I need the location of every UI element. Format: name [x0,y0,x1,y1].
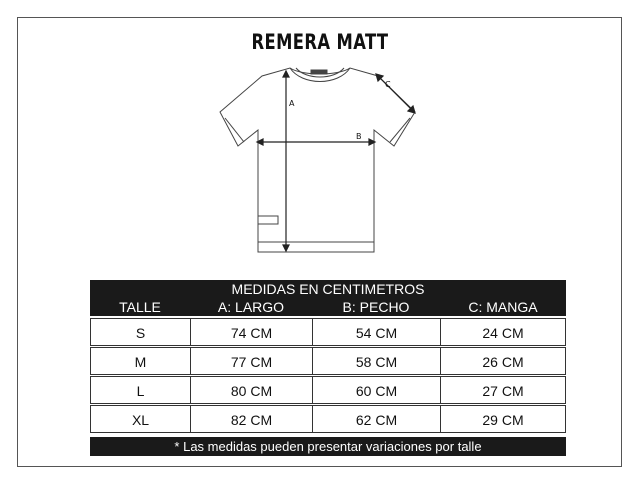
table-row [90,405,566,433]
size-cell: L [90,376,191,404]
column-header-sleeve: C: MANGA [468,299,538,315]
table-row [90,318,566,346]
label-a: A [289,99,295,108]
label-c: C [385,80,391,89]
length-cell: 80 CM [190,376,313,404]
column-header-chest: B: PECHO [342,299,410,315]
column-header-length: A: LARGO [217,299,285,315]
size-cell: XL [90,405,191,433]
table-row [90,376,566,404]
table-footnote: * Las medidas pueden presentar variaciones por talle [90,437,566,456]
length-cell: 74 CM [190,318,313,346]
table-row [90,347,566,375]
sleeve-cell: 29 CM [440,405,566,433]
column-header-size: TALLE [119,299,161,315]
length-cell: 77 CM [190,347,313,375]
table-heading: MEDIDAS EN CENTIMETROS [90,280,566,298]
sleeve-cell: 27 CM [440,376,566,404]
length-cell: 82 CM [190,405,313,433]
tshirt-diagram [210,60,430,260]
sleeve-cell: 26 CM [440,347,566,375]
table-header-row [90,298,566,316]
product-title: REMERA MATT [251,30,389,54]
chest-cell: 60 CM [312,376,441,404]
size-cell: M [90,347,191,375]
chest-cell: 54 CM [312,318,441,346]
sleeve-cell: 24 CM [440,318,566,346]
label-b: B [356,132,362,141]
size-cell: S [90,318,191,346]
chest-cell: 62 CM [312,405,441,433]
size-table [90,280,566,456]
chest-cell: 58 CM [312,347,441,375]
